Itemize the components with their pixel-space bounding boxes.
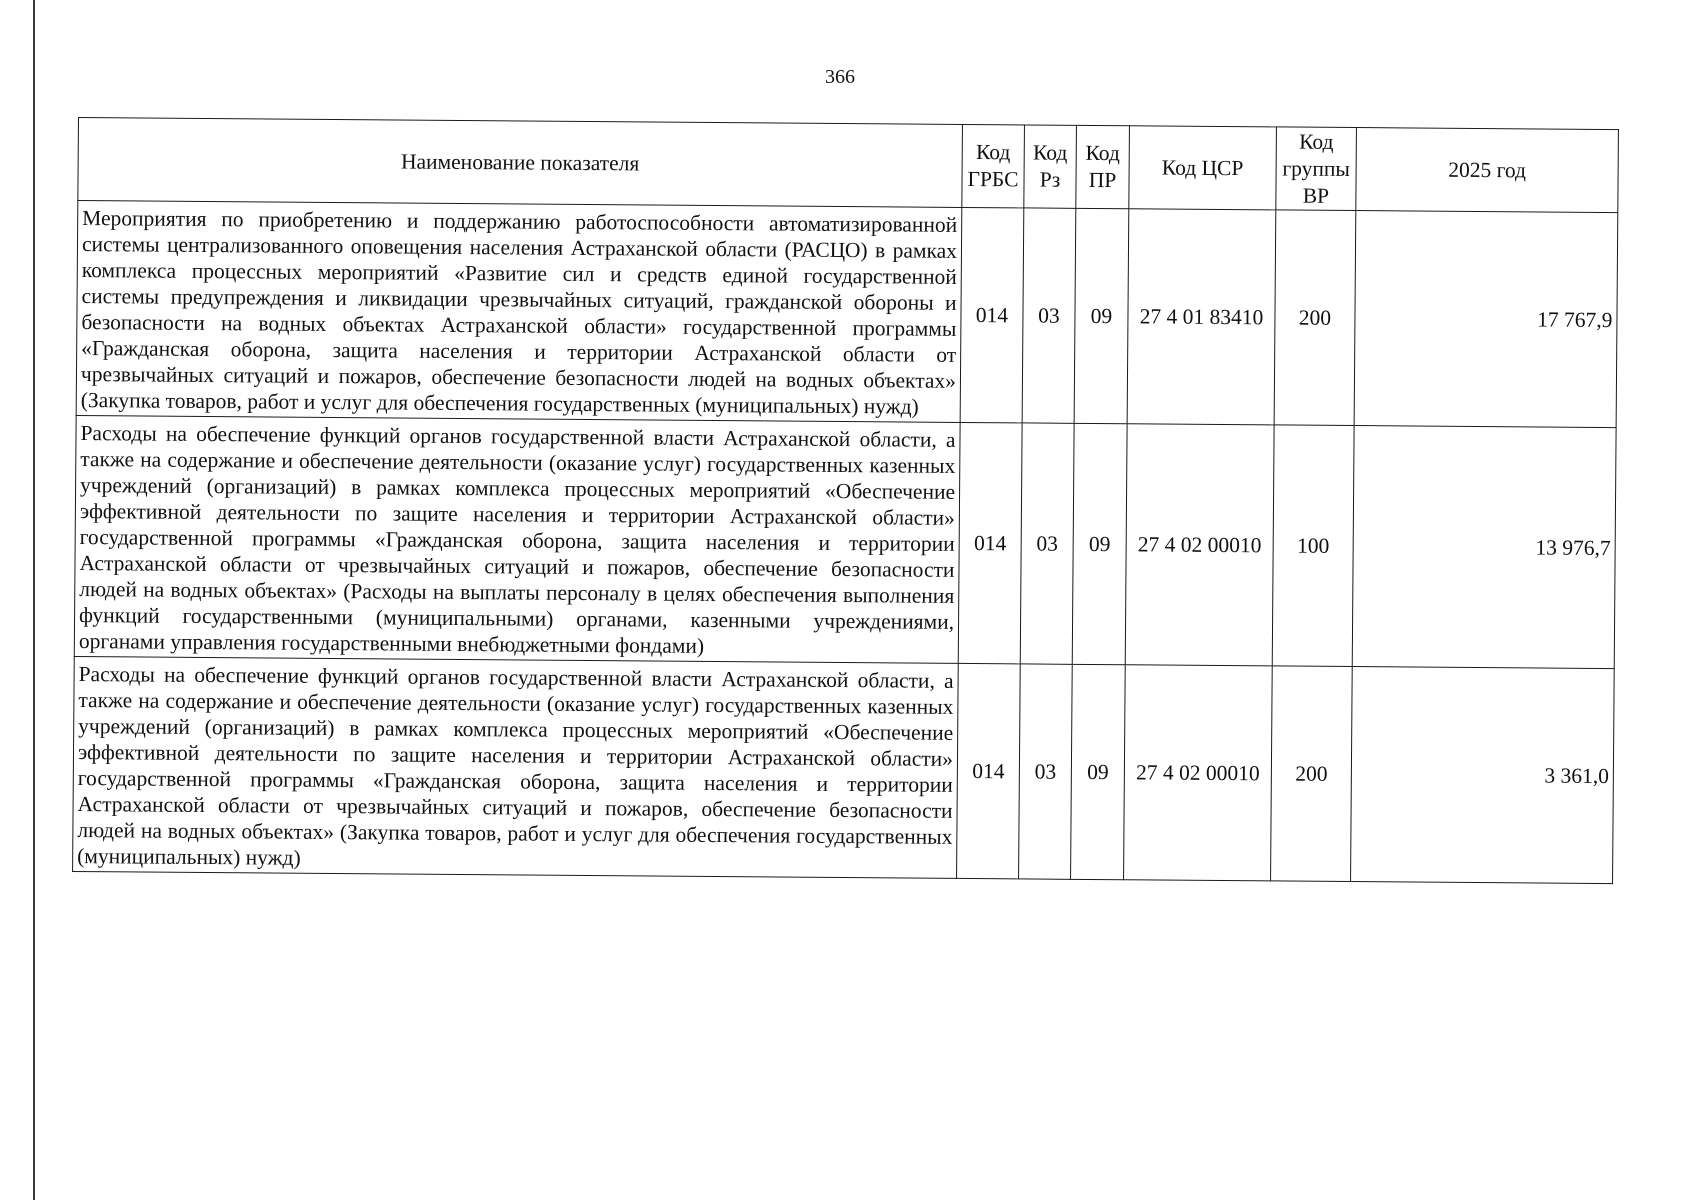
header-year: 2025 год bbox=[1356, 128, 1619, 213]
header-vr bbox=[1276, 127, 1357, 211]
row-csr: 27 4 02 00010 bbox=[1124, 665, 1273, 881]
header-pr-line-2: ПР bbox=[1088, 167, 1117, 193]
table-row bbox=[73, 656, 1615, 883]
row-amount: 3 361,0 bbox=[1351, 667, 1615, 884]
header-grbs bbox=[962, 124, 1025, 207]
row-amount: 13 976,7 bbox=[1352, 426, 1616, 669]
table-row bbox=[74, 415, 1616, 668]
row-amount: 17 767,9 bbox=[1354, 211, 1618, 428]
header-pr bbox=[1076, 125, 1130, 208]
page-number: 366 bbox=[825, 66, 855, 88]
budget-table-container bbox=[72, 117, 1618, 884]
row-rz: 03 bbox=[1022, 208, 1076, 423]
header-grbs-line-1: Код bbox=[975, 140, 1011, 165]
header-name: Наименование показателя bbox=[78, 118, 963, 208]
row-pr: 09 bbox=[1074, 208, 1129, 423]
header-vr-line-3: ВР bbox=[1302, 183, 1330, 208]
row-vr: 100 bbox=[1272, 425, 1354, 667]
header-rz-line-1: Код bbox=[1032, 140, 1068, 165]
table-header-row bbox=[78, 118, 1619, 213]
row-csr: 27 4 01 83410 bbox=[1127, 209, 1276, 425]
header-csr: Код ЦСР bbox=[1129, 126, 1277, 210]
row-grbs: 014 bbox=[958, 422, 1022, 663]
header-pr-line-1: Код bbox=[1085, 140, 1121, 166]
row-rz: 03 bbox=[1020, 423, 1074, 664]
row-name: Мероприятия по приобретению и поддержанию работоспособности автоматизированной системы централизованного оповещения населения Астраханской области (РАСЦО) в рамках комплекса процессных мероприятий «Развитие сил и средств единой государственной системы предупреждения и ликвидации чрезвычайных ситуаций, гражданской обороны и безопасности на водных объектах Астраханской области» государственной программы «Гражданская оборона, защита населения и территории Астраханской области от чрезвычайных ситуаций и пожаров, обеспечение безопасности людей на водных объектах» (Закупка товаров, работ и услуг для обеспечения государственных (муниципальных) нужд) bbox=[76, 201, 962, 423]
row-vr: 200 bbox=[1271, 666, 1353, 882]
row-name: Расходы на обеспечение функций органов государственной власти Астраханской области, а также на содержание и обеспечение деятельности (оказание услуг) государственных казенных учреждений (организаций) в рамках комплекса процессных мероприятий «Обеспечение эффективной деятельности по защите населения и территории Астраханской области» государственной программы «Гражданская оборона, защита населения и территории Астраханской области от чрезвычайных ситуаций и пожаров, обеспечение безопасности людей на водных объектах» (Расходы на выплаты персоналу в целях обеспечения выполнения функций государственными (муниципальными) органами, казенными учреждениями, органами управления государственными внебюджетными фондами) bbox=[74, 415, 960, 663]
table-row bbox=[76, 201, 1618, 428]
row-pr: 09 bbox=[1071, 664, 1126, 879]
budget-table bbox=[72, 117, 1619, 884]
header-rz bbox=[1024, 125, 1077, 208]
row-csr: 27 4 02 00010 bbox=[1125, 424, 1274, 666]
row-grbs: 014 bbox=[960, 207, 1024, 422]
row-grbs: 014 bbox=[957, 663, 1021, 878]
header-grbs-line-2: ГРБС bbox=[967, 166, 1019, 192]
header-vr-line-2: группы bbox=[1282, 155, 1350, 181]
header-rz-line-2: Рз bbox=[1039, 167, 1061, 192]
scan-edge-line bbox=[33, 0, 35, 1200]
row-vr: 200 bbox=[1274, 210, 1356, 426]
row-rz: 03 bbox=[1019, 664, 1073, 879]
header-vr-line-1: Код bbox=[1299, 129, 1334, 154]
row-pr: 09 bbox=[1072, 423, 1127, 664]
row-name: Расходы на обеспечение функций органов государственной власти Астраханской области, а также на содержание и обеспечение деятельности (оказание услуг) государственных казенных учреждений (организаций) в рамках комплекса процессных мероприятий «Обеспечение эффективной деятельности по защите населения и территории Астраханской области» государственной программы «Гражданская оборона, защита населения и территории Астраханской области от чрезвычайных ситуаций и пожаров, обеспечение безопасности людей на водных объектах» (Закупка товаров, работ и услуг для обеспечения государственных (муниципальных) нужд) bbox=[73, 656, 959, 878]
